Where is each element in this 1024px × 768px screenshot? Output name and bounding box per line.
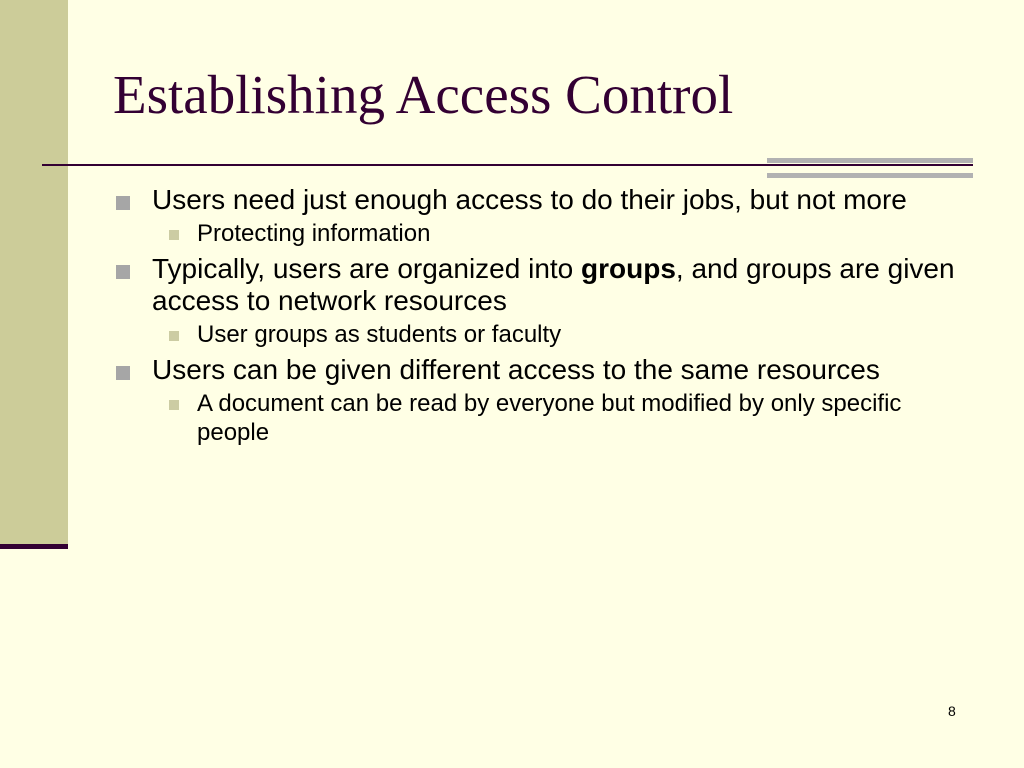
- square-bullet-icon: [116, 196, 130, 210]
- sub-bullet-item: [112, 219, 962, 248]
- sub-bullet-item: [112, 389, 962, 447]
- sub-bullet-item: [112, 320, 962, 349]
- bullet-item: [112, 184, 962, 216]
- left-decorative-band: [0, 0, 68, 546]
- square-sub-bullet-icon: [169, 230, 179, 240]
- page-number: 8: [948, 703, 956, 719]
- accent-bar-bottom: [767, 173, 973, 178]
- bullet-text: Users need just enough access to do their jobs, but not more: [152, 184, 907, 215]
- sub-bullet-text: User groups as students or faculty: [197, 321, 562, 348]
- bullet-item: [112, 253, 962, 317]
- sub-bullet-text: Protecting information: [197, 220, 431, 247]
- bullet-text: Users can be given different access to the same resources: [152, 354, 880, 385]
- slide-content: [112, 180, 962, 452]
- sub-bullet-text: A document can be read by everyone but modified by only specific people: [197, 390, 902, 446]
- slide-title: Establishing Access Control: [113, 64, 734, 125]
- square-sub-bullet-icon: [169, 400, 179, 410]
- square-sub-bullet-icon: [169, 331, 179, 341]
- accent-bar-top: [767, 158, 973, 163]
- title-underline-rule: [42, 164, 973, 166]
- bullet-text-before: Typically, users are organized into: [152, 253, 582, 284]
- bullet-item: [112, 354, 962, 386]
- bullet-text-after: , and groups are given access to network resources: [152, 253, 955, 316]
- left-band-rule: [0, 544, 68, 549]
- bullet-text-bold: groups: [581, 253, 676, 284]
- square-bullet-icon: [116, 265, 130, 279]
- square-bullet-icon: [116, 366, 130, 380]
